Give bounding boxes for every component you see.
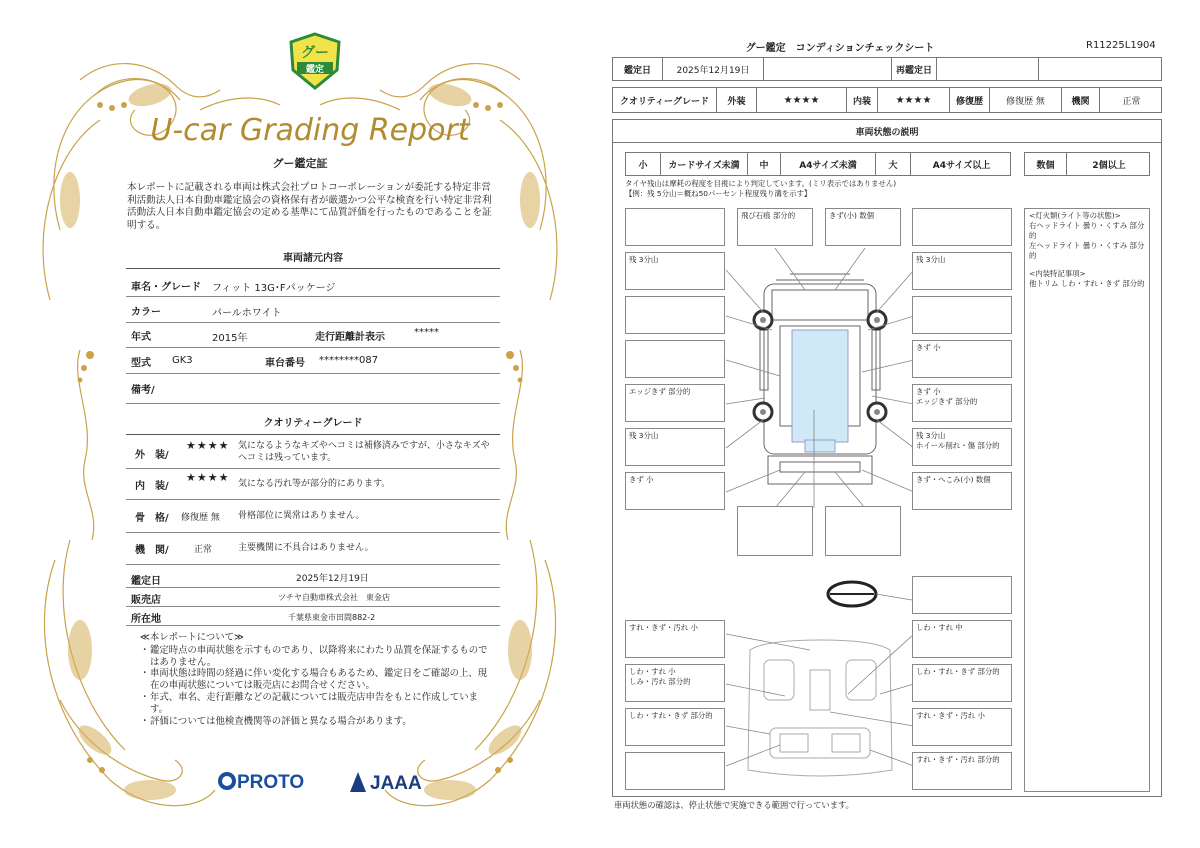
legend-count: 数個 bbox=[1025, 153, 1067, 175]
year-label: 年式 bbox=[131, 332, 151, 343]
dealer-value: ツチヤ自動車株式会社 東金店 bbox=[278, 593, 390, 602]
chassis-value: ********087 bbox=[319, 355, 379, 366]
note-item: ・ 鑑定時点の車両状態を示すものであり、以降将来にわたり品質を保証するものではありません。 bbox=[140, 644, 488, 668]
date-label: 鑑定日 bbox=[613, 58, 663, 80]
empty-cell bbox=[764, 58, 892, 80]
tire-note-2: 【例：残 5分山＝概ね50パーセント程度残り溝を示す】 bbox=[625, 189, 812, 198]
car-name-label: 車名・グレード bbox=[131, 282, 201, 293]
damage-box: きず 小 bbox=[912, 340, 1012, 378]
year-value: 2015年 bbox=[212, 333, 248, 344]
legend-count-desc: 2個以上 bbox=[1092, 160, 1126, 171]
remarks-label: 備考/ bbox=[131, 385, 155, 396]
divider bbox=[126, 564, 500, 565]
legend-medium-desc: A4サイズ未満 bbox=[781, 153, 876, 175]
appraisal-date-value: 2025年12月19日 bbox=[296, 574, 369, 584]
spec-section-title: 車両諸元内容 bbox=[283, 253, 343, 264]
ext-label: 外装 bbox=[717, 88, 757, 112]
legend-large: 大 bbox=[876, 153, 911, 175]
int-stars: ★★★★ bbox=[878, 88, 950, 112]
sheet-title: グー鑑定 コンディションチェックシート bbox=[745, 43, 935, 54]
reappraisal-label: 再鑑定日 bbox=[892, 58, 937, 80]
address-value: 千葉県東金市田間882-2 bbox=[288, 613, 376, 622]
section-title: 車両状態の説明 bbox=[612, 119, 1162, 143]
logo-text-bottom: 鑑定 bbox=[305, 65, 325, 75]
sheet-code: R11225L1904 bbox=[1086, 40, 1156, 51]
frame-desc: 骨格部位に異常はありません。 bbox=[238, 511, 365, 521]
divider bbox=[126, 296, 500, 297]
legend-medium: 中 bbox=[748, 153, 781, 175]
light-note: 右ヘッドライト 曇り・くすみ 部分的 bbox=[1029, 221, 1145, 240]
appraisal-date-label: 鑑定日 bbox=[131, 576, 161, 587]
logo-text-top: グー bbox=[301, 45, 329, 61]
date-value: 2025年12月19日 bbox=[663, 58, 764, 80]
engine-label: 機 関/ bbox=[135, 545, 169, 556]
interior-box: しわ・すれ・きず 部分的 bbox=[625, 708, 725, 746]
interior-box: すれ・きず・汚れ 小 bbox=[912, 708, 1012, 746]
count-legend bbox=[1024, 152, 1150, 176]
tire-box: 残 3分山 ホイール削れ・傷 部分的 bbox=[912, 428, 1012, 466]
footer-note: 車両状態の確認は、停止状態で実施できる範囲で行っています。 bbox=[614, 800, 854, 810]
exterior-desc: 気になるようなキズやヘコミは補修済みですが、小さなキズやヘコミは残っています。 bbox=[238, 441, 490, 463]
interior-box bbox=[625, 752, 725, 790]
damage-box bbox=[912, 208, 1012, 246]
car-name-value: フィット 13G･Fパッケージ bbox=[212, 283, 336, 294]
proto-mark-icon bbox=[218, 772, 236, 790]
damage-box bbox=[737, 506, 813, 556]
report-title-text: U-car Grading Report bbox=[150, 113, 470, 148]
damage-box: 飛び石痕 部分的 bbox=[737, 208, 813, 246]
mileage-value: ***** bbox=[414, 327, 439, 338]
interior-box: しわ・すれ・きず 部分的 bbox=[912, 664, 1012, 702]
notes-title: ≪本レポートについて≫ bbox=[140, 632, 244, 643]
empty-cell bbox=[1039, 58, 1163, 80]
jaaa-logo: JAAA bbox=[350, 772, 422, 795]
legend-small: 小 bbox=[626, 153, 661, 175]
note-item: ・ 評価については他検査機関等の評価と異なる場合があります。 bbox=[140, 715, 412, 727]
engine-value: 正常 bbox=[194, 545, 213, 555]
condition-check-sheet bbox=[600, 0, 1200, 848]
damage-box bbox=[625, 208, 725, 246]
interior-note: 他トリム しわ・すれ・きず 部分的 bbox=[1029, 279, 1145, 288]
damage-box: きず 小 エッジきず 部分的 bbox=[912, 384, 1012, 422]
proto-logo: PROTO bbox=[218, 772, 304, 794]
divider bbox=[126, 468, 500, 469]
engine-label: 機関 bbox=[1062, 88, 1100, 112]
damage-box: エッジきず 部分的 bbox=[625, 384, 725, 422]
divider bbox=[126, 373, 500, 374]
interior-box: しわ・すれ 中 bbox=[912, 620, 1012, 658]
damage-box bbox=[825, 506, 901, 556]
frame-value: 修復歴 無 bbox=[181, 513, 220, 523]
damage-box: きず・へこみ(小) 数個 bbox=[912, 472, 1012, 510]
exterior-stars: ★★★★ bbox=[186, 439, 230, 452]
damage-box bbox=[625, 296, 725, 334]
tire-box: 残 3分山 bbox=[625, 252, 725, 290]
damage-box bbox=[912, 296, 1012, 334]
grade-row bbox=[612, 87, 1162, 113]
interior-desc: 気になる汚れ等が部分的にあります。 bbox=[238, 479, 391, 489]
certificate-title: グー鑑定証 bbox=[272, 157, 328, 170]
divider bbox=[126, 347, 500, 348]
tire-note-1: タイヤ残山は摩耗の程度を目視により判定しています。(ミリ表示ではありません) bbox=[625, 179, 897, 188]
damage-box bbox=[625, 340, 725, 378]
divider bbox=[126, 322, 500, 323]
jaaa-mark-icon bbox=[350, 772, 366, 792]
light-note: 左ヘッドライト 曇り・くすみ 部分的 bbox=[1029, 241, 1145, 260]
model-label: 型式 bbox=[131, 358, 151, 369]
model-value: GK3 bbox=[172, 355, 193, 366]
date-row bbox=[612, 57, 1162, 81]
interior-label: 内 装/ bbox=[135, 481, 169, 492]
engine-desc: 主要機関に不具合はありません。 bbox=[238, 543, 374, 553]
certificate-intro: 本レポートに記載される車両は株式会社プロトコーポレーションが委託する特定非営利活動法人日本自動車鑑定協会の資格保有者が厳選かつ公平な検査を行い特定非営利活動法人日本自動車鑑定協会の定める基準にて品質評価を行ったものであることを証明する。 bbox=[127, 182, 492, 231]
size-legend bbox=[625, 152, 1011, 176]
interior-box: すれ・きず・汚れ 小 bbox=[625, 620, 725, 658]
divider bbox=[126, 625, 500, 626]
light-notes-title: <灯火類(ライト等の状態)> bbox=[1029, 211, 1121, 220]
interior-notes-title: <内装特記事項> bbox=[1029, 269, 1086, 278]
color-value: パールホワイト bbox=[212, 308, 282, 319]
grade-section-title: クオリティーグレード bbox=[263, 418, 363, 429]
interior-box: すれ・きず・汚れ 部分的 bbox=[912, 752, 1012, 790]
divider bbox=[126, 532, 500, 533]
special-notes bbox=[1024, 208, 1150, 792]
tire-box: 残 3分山 bbox=[912, 252, 1012, 290]
legend-large-desc: A4サイズ以上 bbox=[932, 160, 991, 171]
divider bbox=[126, 268, 500, 269]
report-title bbox=[145, 100, 475, 160]
report-notes bbox=[140, 632, 492, 727]
int-label: 内装 bbox=[847, 88, 878, 112]
mileage-label: 走行距離計表示 bbox=[315, 332, 385, 343]
address-label: 所在地 bbox=[131, 614, 161, 625]
color-label: カラー bbox=[131, 307, 161, 318]
ext-stars: ★★★★ bbox=[757, 88, 847, 112]
legend-small-desc: カードサイズ未満 bbox=[661, 153, 748, 175]
divider bbox=[126, 403, 500, 404]
engine-value: 正常 bbox=[1122, 96, 1141, 107]
repair-value: 修復歴 無 bbox=[990, 88, 1062, 112]
note-item: ・ 車両状態は時間の経過に伴い変化する場合もあるため、鑑定日をご確認の上、現在の車両状態については販売店にお問合せください。 bbox=[140, 668, 488, 692]
damage-box: きず 小 bbox=[625, 472, 725, 510]
chassis-label: 車台番号 bbox=[265, 358, 305, 369]
quality-grade-label: クオリティーグレード bbox=[613, 88, 717, 112]
damage-box bbox=[912, 576, 1012, 614]
tire-box: 残 3分山 bbox=[625, 428, 725, 466]
divider bbox=[126, 434, 500, 435]
frame-label: 骨 格/ bbox=[135, 513, 169, 524]
exterior-label: 外 装/ bbox=[135, 450, 169, 461]
dealer-label: 販売店 bbox=[131, 595, 161, 606]
goo-kantei-logo bbox=[287, 32, 343, 90]
divider bbox=[126, 606, 500, 607]
note-item: ・ 年式、車名、走行距離などの記載については販売店申告をもとに作成しています。 bbox=[140, 691, 478, 715]
divider bbox=[126, 587, 500, 588]
damage-box: きず(小) 数個 bbox=[825, 208, 901, 246]
repair-label: 修復歴 bbox=[950, 88, 990, 112]
empty-cell bbox=[937, 58, 1039, 80]
divider bbox=[126, 499, 500, 500]
interior-stars: ★★★★ bbox=[186, 471, 230, 484]
interior-box: しわ・すれ 小 しみ・汚れ 部分的 bbox=[625, 664, 725, 702]
